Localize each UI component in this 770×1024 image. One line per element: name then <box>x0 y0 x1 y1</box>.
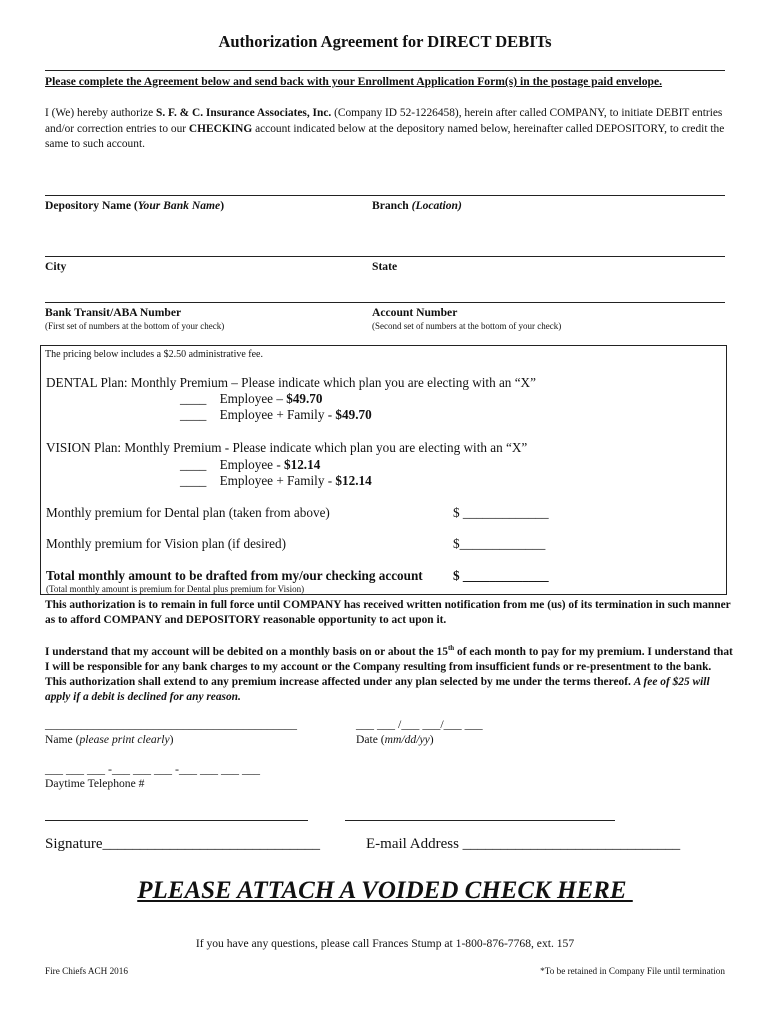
dental-option-family[interactable]: ____ Employee + Family - $49.70 <box>180 407 372 422</box>
title-divider <box>45 70 725 71</box>
vision-premium-label: Monthly premium for Vision plan (if desired) <box>46 536 286 551</box>
city-state-line[interactable] <box>45 256 725 257</box>
date-line[interactable]: ___ ___ /___ ___/___ ___ <box>356 717 483 731</box>
state-label: State <box>372 260 398 273</box>
attach-check-banner: PLEASE ATTACH A VOIDED CHECK HERE <box>137 877 633 904</box>
option-blank: ____ <box>180 391 207 406</box>
footer-left: Fire Chiefs ACH 2016 <box>45 966 128 976</box>
option-blank: ____ <box>180 457 207 472</box>
account-line[interactable] <box>45 302 725 303</box>
footer-right: *To be retained in Company File until termination <box>540 966 725 976</box>
dental-premium-label: Monthly premium for Dental plan (taken from above) <box>46 505 330 520</box>
fee-note: The pricing below includes a $2.50 administrative fee. <box>45 349 263 360</box>
price: $12.14 <box>284 457 321 472</box>
intro-text-1: I (We) hereby authorize <box>45 107 157 119</box>
authorization-terms: This authorization is to remain in full force until COMPANY has received written notification from me (us) of its termination in such manner as to afford COMPANY and DEPOSITORY reasonable opportunity to act upon it. <box>45 599 731 627</box>
total-label: Total monthly amount to be drafted from my/our checking account <box>46 568 423 583</box>
name-line[interactable]: __________________________________________ <box>45 717 297 731</box>
understanding-terms: I understand that my account will be debited on a monthly basis on or about the 15th of each month to pay for my premium. I understand that I will be responsible for any bank charges to my account or the Company resulting from insufficient funds or re-presentment to the bank. This authorization shall extend to any premium increase affected under any plan selected by me under the terms thereof. A fee of $25 will apply if a debit is declined for any reason. <box>45 644 733 704</box>
city-label: City <box>45 260 67 273</box>
email-line-top <box>345 820 615 821</box>
intro-text-2: (Company ID 52-1226458), herein after called COMPANY, to initiate DEBIT entries and/or correction entries to our <box>45 107 723 135</box>
contact-info: If you have any questions, please call Frances Stump at 1-800-876-7768, ext. 157 <box>195 937 575 950</box>
depository-label: Depository Name (Your Bank Name) <box>45 199 225 212</box>
vision-heading: VISION Plan: Monthly Premium - Please indicate which plan you are electing with an “X” <box>46 440 528 455</box>
page-title: Authorization Agreement for DIRECT DEBITs <box>218 32 552 51</box>
price: $49.70 <box>286 391 323 406</box>
depository-line[interactable] <box>45 195 725 196</box>
company-name: S. F. & C. Insurance Associates, Inc. <box>156 107 332 119</box>
email-field[interactable]: E-mail Address _____________________________ <box>366 836 681 852</box>
phone-label: Daytime Telephone # <box>45 777 145 790</box>
dental-option-employee[interactable]: ____ Employee – $49.70 <box>180 391 323 406</box>
intro-text-3: account indicated below at the depository named below, hereinafter called DEPOSITORY, to credit the same to such account. <box>45 122 725 150</box>
account-type: CHECKING <box>188 122 253 135</box>
dental-premium-field[interactable]: $ _____________ <box>453 505 549 520</box>
option-blank: ____ <box>180 407 207 422</box>
phone-line[interactable]: ___ ___ ___ -___ ___ ___ -___ ___ ___ ___ <box>45 762 260 776</box>
vision-option-employee[interactable]: ____ Employee - $12.14 <box>180 457 321 472</box>
signature-field[interactable]: Signature_____________________________ <box>45 836 320 852</box>
total-note: (Total monthly amount is premium for Dental plus premium for Vision) <box>46 584 305 594</box>
bank-transit-label: Bank Transit/ABA Number <box>45 306 182 319</box>
vision-option-family[interactable]: ____ Employee + Family - $12.14 <box>180 473 372 488</box>
dental-heading: DENTAL Plan: Monthly Premium – Please indicate which plan you are electing with an “X” <box>46 375 536 390</box>
bank-transit-note: (First set of numbers at the bottom of your check) <box>45 321 225 331</box>
instructions: Please complete the Agreement below and send back with your Enrollment Application Form(s) in the postage paid envelope. <box>45 75 663 88</box>
account-number-label: Account Number <box>372 306 458 319</box>
name-label: Name (please print clearly) <box>45 733 174 746</box>
signature-line-top <box>45 820 308 821</box>
intro-paragraph <box>45 106 735 153</box>
branch-label: Branch (Location) <box>372 199 462 212</box>
total-field[interactable]: $ _____________ <box>453 568 549 583</box>
vision-premium-field[interactable]: $_____________ <box>453 536 546 551</box>
account-number-note: (Second set of numbers at the bottom of your check) <box>372 321 562 331</box>
price: $12.14 <box>335 473 372 488</box>
date-label: Date (mm/dd/yy) <box>356 733 434 746</box>
price: $49.70 <box>335 407 372 422</box>
option-blank: ____ <box>180 473 207 488</box>
decline-fee-note: A fee of $25 will apply if a debit is declined for any reason. <box>45 676 710 704</box>
